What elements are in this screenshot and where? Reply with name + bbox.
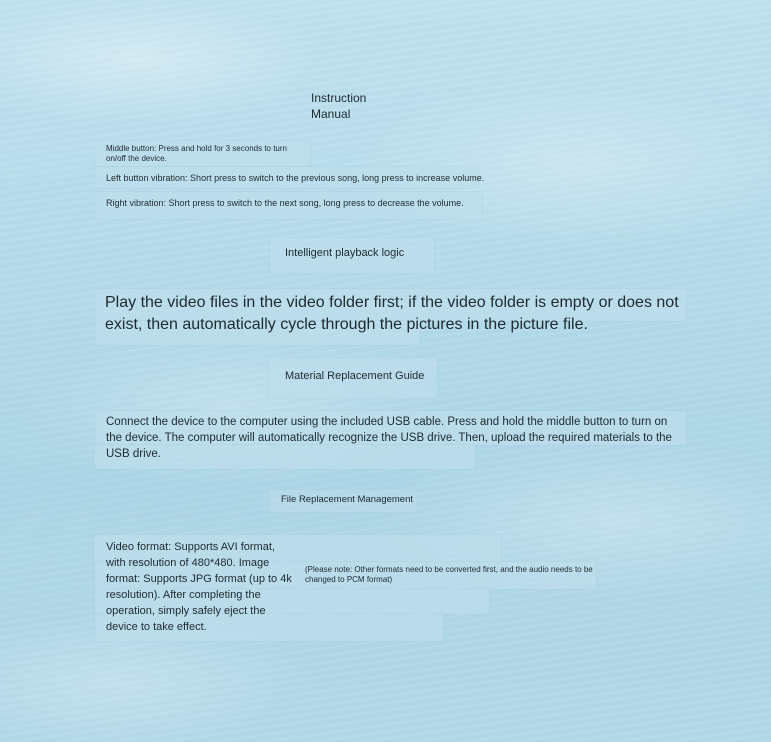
playback-heading: Intelligent playback logic — [285, 247, 405, 259]
format-line-5: operation, simply safely eject the — [106, 605, 266, 617]
replacement-text-line-3: USB drive. — [106, 448, 161, 460]
replacement-text-line-1: Connect the device to the computer using the included USB cable. Press and hold the middle button to turn on — [106, 416, 668, 428]
format-line-1: Video format: Supports AVI format, — [106, 541, 275, 553]
playback-text-line-1: Play the video files in the video folder first; if the video folder is empty or does not — [105, 294, 679, 311]
format-line-2: with resolution of 480*480. Image — [106, 557, 270, 569]
replacement-text-line-2: the device. The computer will automatically recognize the USB drive. Then, upload the required materials to the — [106, 432, 672, 444]
format-line-4: resolution). After completing the — [106, 589, 261, 601]
format-note-line-2: changed to PCM format) — [305, 575, 393, 584]
playback-text-line-2: exist, then automatically cycle through the pictures in the picture file. — [105, 316, 588, 333]
right-button-instruction: Right vibration: Short press to switch to the next song, long press to decrease the volume. — [106, 198, 464, 208]
left-button-instruction: Left button vibration: Short press to switch to the previous song, long press to increase volume. — [106, 173, 485, 183]
format-note-line-1: (Please note: Other formats need to be converted first, and the audio needs to be — [305, 565, 593, 574]
replacement-heading: Material Replacement Guide — [285, 370, 425, 382]
format-line-6: device to take effect. — [106, 621, 207, 633]
file-management-heading: File Replacement Management — [281, 494, 414, 505]
format-line-3: format: Supports JPG format (up to 4k — [106, 573, 292, 585]
middle-button-instruction: Middle button: Press and hold for 3 seconds to turn on/off the device. — [106, 144, 287, 163]
page-title: Instruction Manual — [311, 91, 367, 121]
